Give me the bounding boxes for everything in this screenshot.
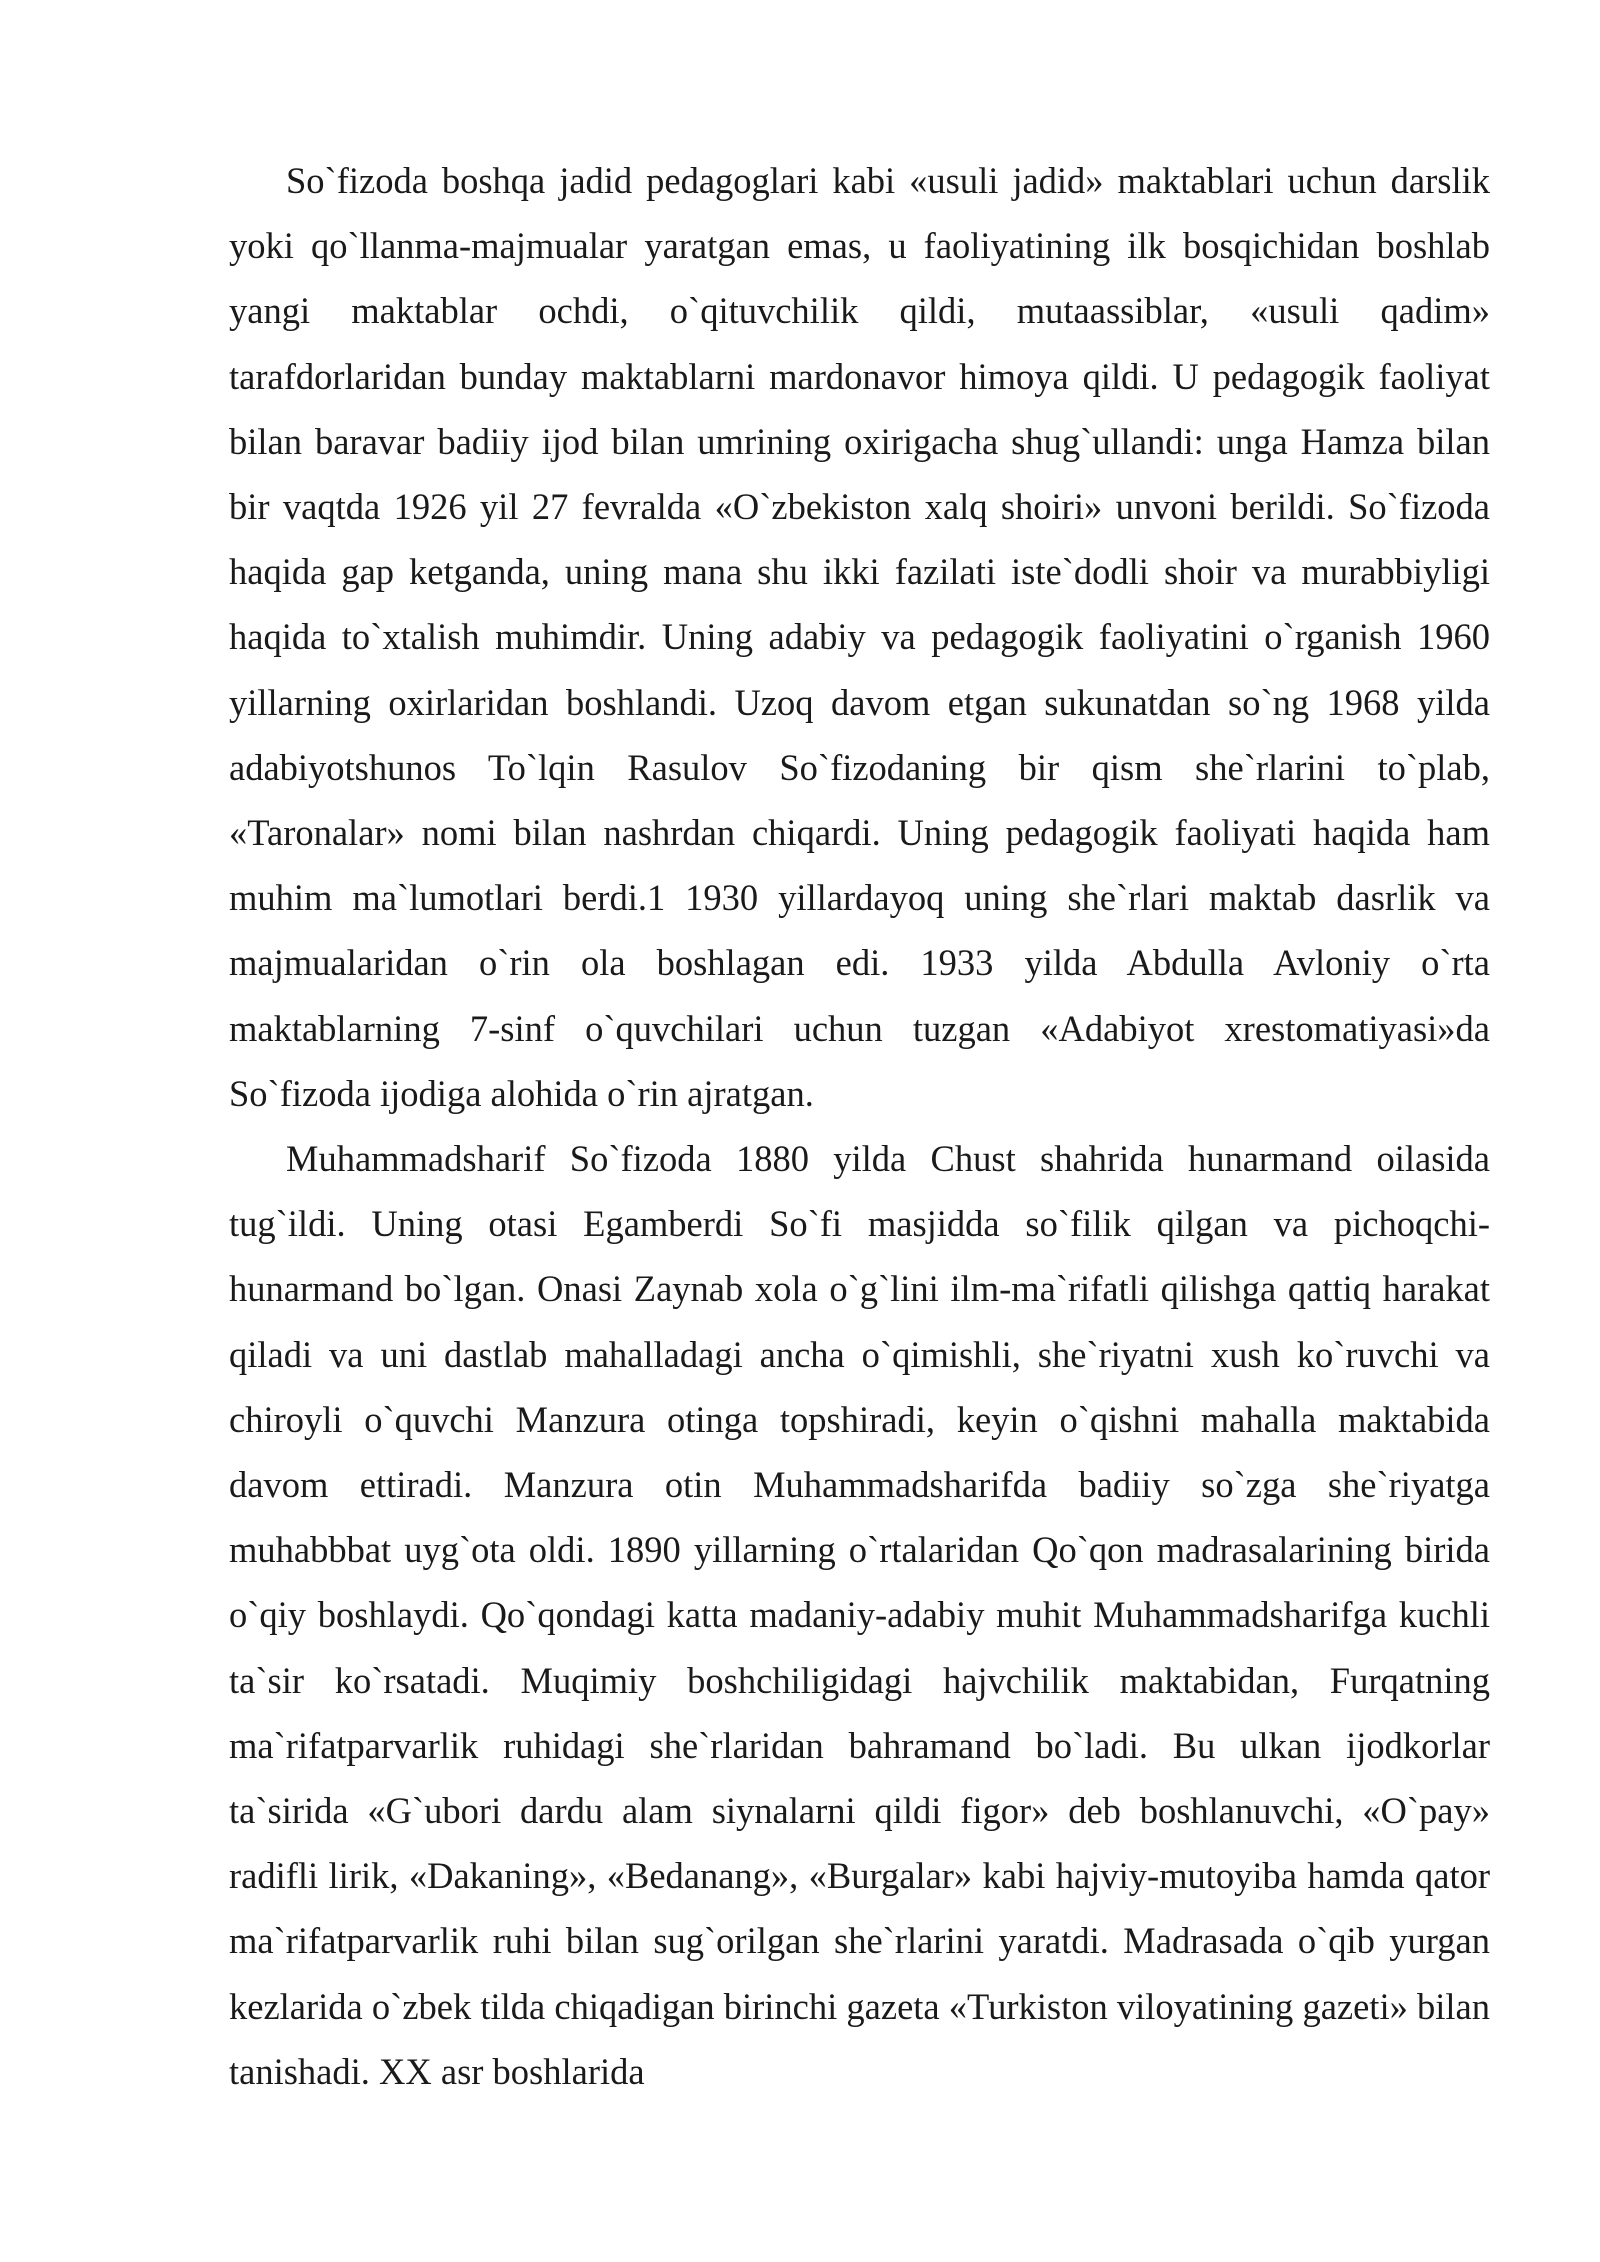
paragraph-sofizoda-biography: Muhammadsharif So`fizoda 1880 yilda Chust shahrida hunarmand oilasida tug`ildi. Uning otasi Egamberdi So`fi masjidda so`filik qilgan va pichoqchi-hunarmand bo`lgan. Onasi Zaynab xola o`g`lini ilm-ma`rifatli qilishga qattiq harakat qiladi va uni dastlab mahalladagi ancha o`qimishli, she`riyatni xush ko`ruvchi va chiroyli o`quvchi Manzura otinga topshiradi, keyin o`qishni mahalla maktabida davom ettiradi. Manzura otin Muhammadsharifda badiiy so`zga she`riyatga muhabbbat uyg`ota oldi. 1890 yillarning o`rtalaridan Qo`qon madrasalarining birida o`qiy boshlaydi. Qo`qondagi katta madaniy-adabiy muhit Muhammadsharifga kuchli ta`sir ko`rsatadi. Muqimiy boshchiligidagi hajvchilik maktabidan, Furqatning ma`rifatparvarlik ruhidagi she`rlaridan bahramand bo`ladi. Bu ulkan ijodkorlar ta`sirida «G`ubori dardu alam siynalarni qildi figor» deb boshlanuvchi, «O`pay» radifli lirik, «Dakaning», «Bedanang», «Burgalar» kabi hajviy-mutoyiba hamda qator ma`rifatparvarlik ruhi bilan sug`orilgan she`rlarini yaratdi. Madrasada o`qib yurgan kezlarida o`zbek tilda chiqadigan birinchi gazeta «Turkiston viloyatining gazeti» bilan tanishadi. XX asr boshlarida [229,1138,1490,2092]
document-page [229,148,1490,2104]
paragraph-sofizoda-pedagogy: So`fizoda boshqa jadid pedagoglari kabi «usuli jadid» maktablari uchun darslik yoki qo`llanma-majmualar yaratgan emas, u faoliyatining ilk bosqichidan boshlab yangi maktablar ochdi, o`qituvchilik qildi, mutaassiblar, «usuli qadim» tarafdorlaridan bunday maktablarni mardonavor himoya qildi. U pedagogik faoliyat bilan baravar badiiy ijod bilan umrining oxirigacha shug`ullandi: unga Hamza bilan bir vaqtda 1926 yil 27 fevralda «O`zbekiston xalq shoiri» unvoni berildi. So`fizoda haqida gap ketganda, uning mana shu ikki fazilati iste`dodli shoir va murabbiyligi haqida to`xtalish muhimdir. Uning adabiy va pedagogik faoliyatini o`rganish 1960 yillarning oxirlaridan boshlandi. Uzoq davom etgan sukunatdan so`ng 1968 yilda adabiyotshunos To`lqin Rasulov So`fizodaning bir qism she`rlarini to`plab, «Taronalar» nomi bilan nashrdan chiqardi. Uning pedagogik faoliyati haqida ham muhim ma`lumotlari berdi.1 1930 yillardayoq uning she`rlari maktab dasrlik va majmualaridan o`rin ola boshlagan edi. 1933 yilda Abdulla Avloniy o`rta maktablarning 7-sinf o`quvchilari uchun tuzgan «Adabiyot xrestomatiyasi»da So`fizoda ijodiga alohida o`rin ajratgan. [229,160,1490,1114]
